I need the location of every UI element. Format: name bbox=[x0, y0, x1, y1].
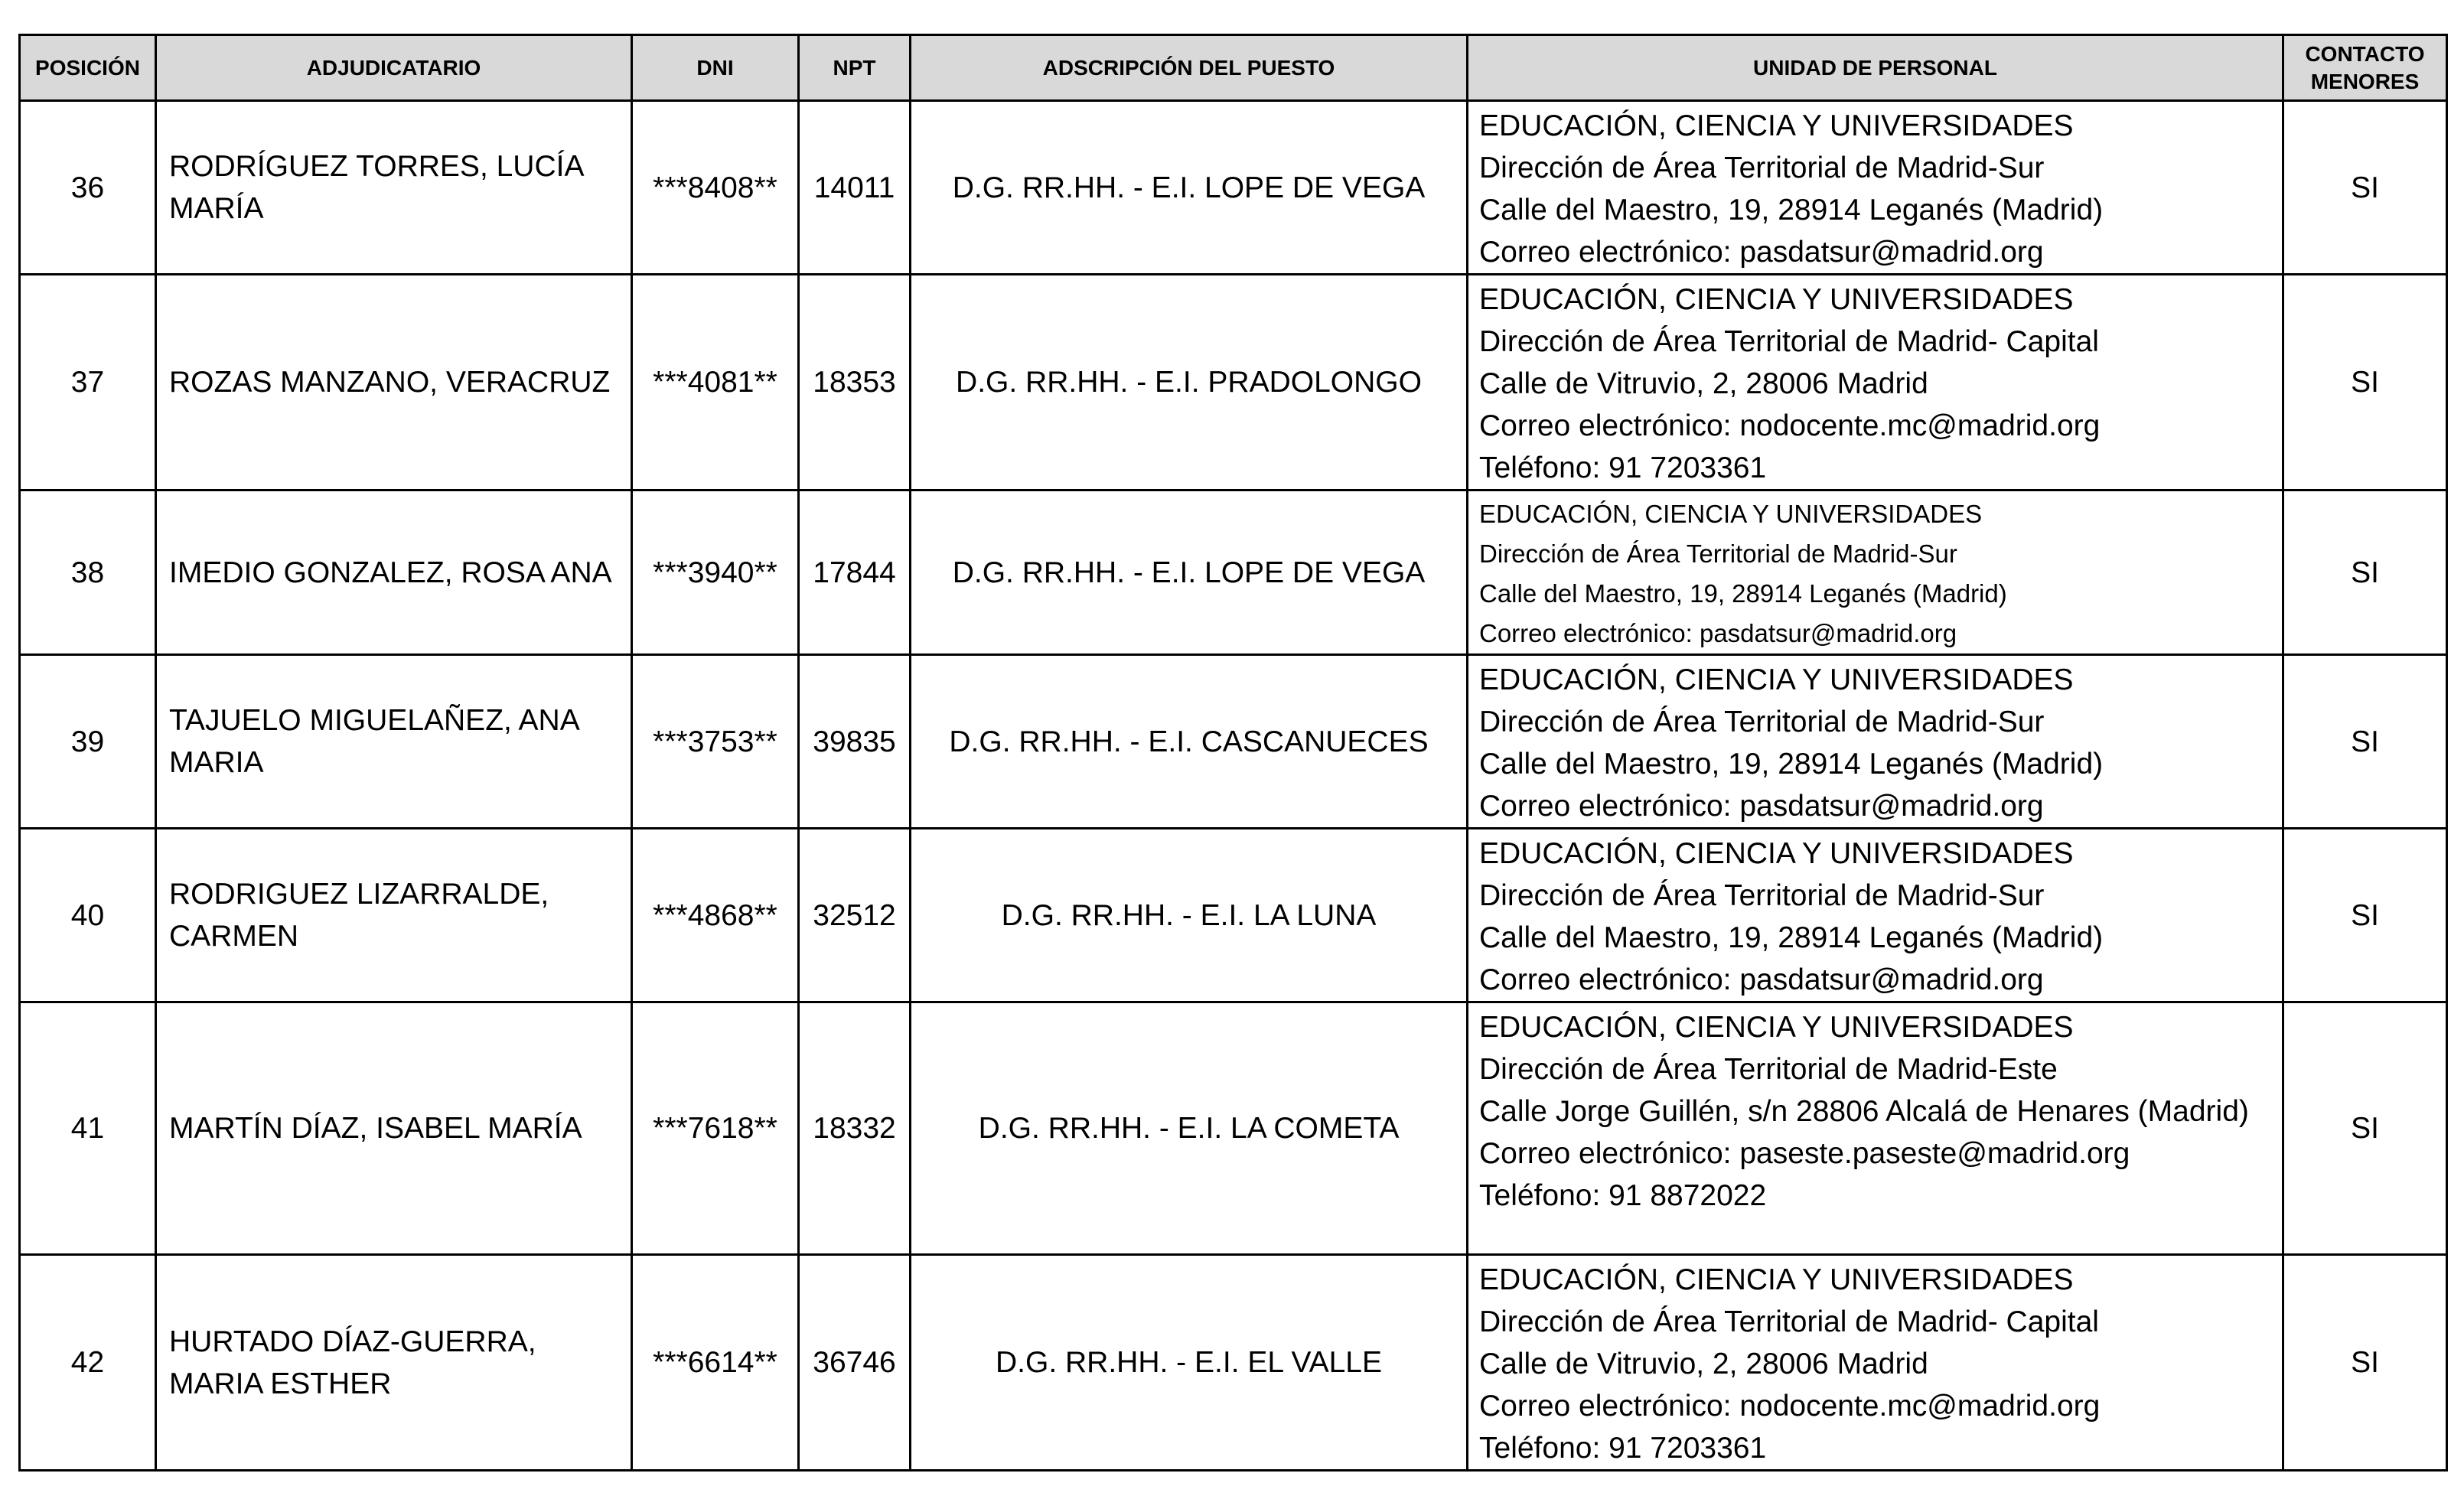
posicion-cell: 40 bbox=[20, 829, 156, 1002]
contacto-menores-cell: SI bbox=[2283, 829, 2447, 1002]
header-adscripcion: ADSCRIPCIÓN DEL PUESTO bbox=[911, 35, 1468, 101]
posicion-cell: 37 bbox=[20, 275, 156, 491]
adscripcion-cell: D.G. RR.HH. - E.I. LA LUNA bbox=[911, 829, 1468, 1002]
adjudicatario-cell: IMEDIO GONZALEZ, ROSA ANA bbox=[156, 491, 632, 655]
posicion-cell: 41 bbox=[20, 1002, 156, 1255]
unidad-line: Correo electrónico: pasdatsur@madrid.org bbox=[1479, 790, 2044, 823]
unidad-personal-cell bbox=[1468, 1255, 2283, 1471]
unidad-line: Calle de Vitruvio, 2, 28006 Madrid bbox=[1479, 1348, 1928, 1380]
npt-cell: 32512 bbox=[799, 829, 911, 1002]
unidad-personal-cell bbox=[1468, 1002, 2283, 1255]
adscripcion-cell: D.G. RR.HH. - E.I. EL VALLE bbox=[911, 1255, 1468, 1471]
header-npt: NPT bbox=[799, 35, 911, 101]
dni-cell: ***6614** bbox=[632, 1255, 799, 1471]
contacto-menores-cell: SI bbox=[2283, 275, 2447, 491]
header-contacto-line1: CONTACTO bbox=[2305, 41, 2425, 66]
unidad-line: Calle del Maestro, 19, 28914 Leganés (Madrid) bbox=[1479, 194, 2104, 227]
contacto-menores-cell: SI bbox=[2283, 491, 2447, 655]
unidad-line: Correo electrónico: nodocente.mc@madrid.org bbox=[1479, 1390, 2101, 1423]
header-posicion: POSICIÓN bbox=[20, 35, 156, 101]
unidad-line: Calle Jorge Guillén, s/n 28806 Alcalá de Henares (Madrid) bbox=[1479, 1095, 2249, 1128]
table-row bbox=[20, 1002, 2447, 1255]
unidad-personal-cell bbox=[1468, 491, 2283, 655]
npt-cell: 18353 bbox=[799, 275, 911, 491]
table-row bbox=[20, 275, 2447, 491]
contacto-menores-cell: SI bbox=[2283, 655, 2447, 829]
header-contacto-menores bbox=[2283, 35, 2447, 101]
dni-cell: ***8408** bbox=[632, 101, 799, 275]
dni-cell: ***3940** bbox=[632, 491, 799, 655]
table-row bbox=[20, 829, 2447, 1002]
unidad-line: EDUCACIÓN, CIENCIA Y UNIVERSIDADES bbox=[1479, 500, 1983, 528]
unidad-line: Dirección de Área Territorial de Madrid- Capital bbox=[1479, 325, 2099, 358]
dni-cell: ***4868** bbox=[632, 829, 799, 1002]
unidad-line: Dirección de Área Territorial de Madrid-Este bbox=[1479, 1053, 2058, 1086]
header-contacto-line2: MENORES bbox=[2310, 69, 2420, 93]
adjudicatario-cell: RODRÍGUEZ TORRES, LUCÍA MARÍA bbox=[156, 101, 632, 275]
header-unidad-personal: UNIDAD DE PERSONAL bbox=[1468, 35, 2283, 101]
npt-cell: 18332 bbox=[799, 1002, 911, 1255]
unidad-personal-cell bbox=[1468, 101, 2283, 275]
unidad-line: Dirección de Área Territorial de Madrid- Capital bbox=[1479, 1305, 2099, 1338]
contacto-menores-cell: SI bbox=[2283, 1002, 2447, 1255]
unidad-line: EDUCACIÓN, CIENCIA Y UNIVERSIDADES bbox=[1479, 109, 2074, 142]
unidad-personal-cell bbox=[1468, 655, 2283, 829]
posicion-cell: 36 bbox=[20, 101, 156, 275]
unidad-line: Calle del Maestro, 19, 28914 Leganés (Madrid) bbox=[1479, 921, 2104, 954]
unidad-line: EDUCACIÓN, CIENCIA Y UNIVERSIDADES bbox=[1479, 1011, 2074, 1044]
adscripcion-cell: D.G. RR.HH. - E.I. PRADOLONGO bbox=[911, 275, 1468, 491]
unidad-personal-cell bbox=[1468, 275, 2283, 491]
posicion-cell: 38 bbox=[20, 491, 156, 655]
unidad-line: Calle de Vitruvio, 2, 28006 Madrid bbox=[1479, 367, 1928, 400]
dni-cell: ***4081** bbox=[632, 275, 799, 491]
posicion-cell: 39 bbox=[20, 655, 156, 829]
unidad-line: Teléfono: 91 8872022 bbox=[1479, 1179, 1767, 1212]
unidad-line: Correo electrónico: pasdatsur@madrid.org bbox=[1479, 236, 2044, 269]
adscripcion-cell: D.G. RR.HH. - E.I. LA COMETA bbox=[911, 1002, 1468, 1255]
adjudicatario-cell: TAJUELO MIGUELAÑEZ, ANA MARIA bbox=[156, 655, 632, 829]
table-row bbox=[20, 1255, 2447, 1471]
unidad-line: Calle del Maestro, 19, 28914 Leganés (Madrid) bbox=[1479, 579, 2007, 608]
npt-cell: 17844 bbox=[799, 491, 911, 655]
unidad-line: Calle del Maestro, 19, 28914 Leganés (Madrid) bbox=[1479, 748, 2104, 781]
unidad-line: EDUCACIÓN, CIENCIA Y UNIVERSIDADES bbox=[1479, 283, 2074, 316]
npt-cell: 39835 bbox=[799, 655, 911, 829]
adscripcion-cell: D.G. RR.HH. - E.I. CASCANUECES bbox=[911, 655, 1468, 829]
unidad-line: Correo electrónico: nodocente.mc@madrid.org bbox=[1479, 409, 2101, 442]
unidad-line: Dirección de Área Territorial de Madrid-Sur bbox=[1479, 539, 1957, 568]
header-dni: DNI bbox=[632, 35, 799, 101]
table-body bbox=[20, 101, 2447, 1471]
dni-cell: ***3753** bbox=[632, 655, 799, 829]
adjudicatario-cell: MARTÍN DÍAZ, ISABEL MARÍA bbox=[156, 1002, 632, 1255]
posicion-cell: 42 bbox=[20, 1255, 156, 1471]
unidad-line: Correo electrónico: paseste.paseste@madrid.org bbox=[1479, 1137, 2130, 1170]
unidad-line: EDUCACIÓN, CIENCIA Y UNIVERSIDADES bbox=[1479, 1263, 2074, 1296]
unidad-line: Teléfono: 91 7203361 bbox=[1479, 451, 1767, 484]
unidad-personal-cell bbox=[1468, 829, 2283, 1002]
adjudicatario-cell: RODRIGUEZ LIZARRALDE, CARMEN bbox=[156, 829, 632, 1002]
unidad-line: Dirección de Área Territorial de Madrid-Sur bbox=[1479, 879, 2045, 912]
header-adjudicatario: ADJUDICATARIO bbox=[156, 35, 632, 101]
adjudicatario-cell: HURTADO DÍAZ-GUERRA, MARIA ESTHER bbox=[156, 1255, 632, 1471]
table-row bbox=[20, 655, 2447, 829]
header-row bbox=[20, 35, 2447, 101]
unidad-line: EDUCACIÓN, CIENCIA Y UNIVERSIDADES bbox=[1479, 663, 2074, 696]
unidad-line: Teléfono: 91 7203361 bbox=[1479, 1432, 1767, 1465]
contacto-menores-cell: SI bbox=[2283, 101, 2447, 275]
adjudicatario-cell: ROZAS MANZANO, VERACRUZ bbox=[156, 275, 632, 491]
npt-cell: 36746 bbox=[799, 1255, 911, 1471]
table-row bbox=[20, 101, 2447, 275]
adscripcion-cell: D.G. RR.HH. - E.I. LOPE DE VEGA bbox=[911, 491, 1468, 655]
adjudication-table bbox=[18, 34, 2448, 1472]
unidad-line: Dirección de Área Territorial de Madrid-Sur bbox=[1479, 706, 2045, 738]
dni-cell: ***7618** bbox=[632, 1002, 799, 1255]
unidad-line: EDUCACIÓN, CIENCIA Y UNIVERSIDADES bbox=[1479, 837, 2074, 870]
table-row bbox=[20, 491, 2447, 655]
contacto-menores-cell: SI bbox=[2283, 1255, 2447, 1471]
unidad-line: Correo electrónico: pasdatsur@madrid.org bbox=[1479, 963, 2044, 996]
unidad-line: Dirección de Área Territorial de Madrid-Sur bbox=[1479, 152, 2045, 184]
npt-cell: 14011 bbox=[799, 101, 911, 275]
adscripcion-cell: D.G. RR.HH. - E.I. LOPE DE VEGA bbox=[911, 101, 1468, 275]
unidad-line: Correo electrónico: pasdatsur@madrid.org bbox=[1479, 619, 1957, 647]
